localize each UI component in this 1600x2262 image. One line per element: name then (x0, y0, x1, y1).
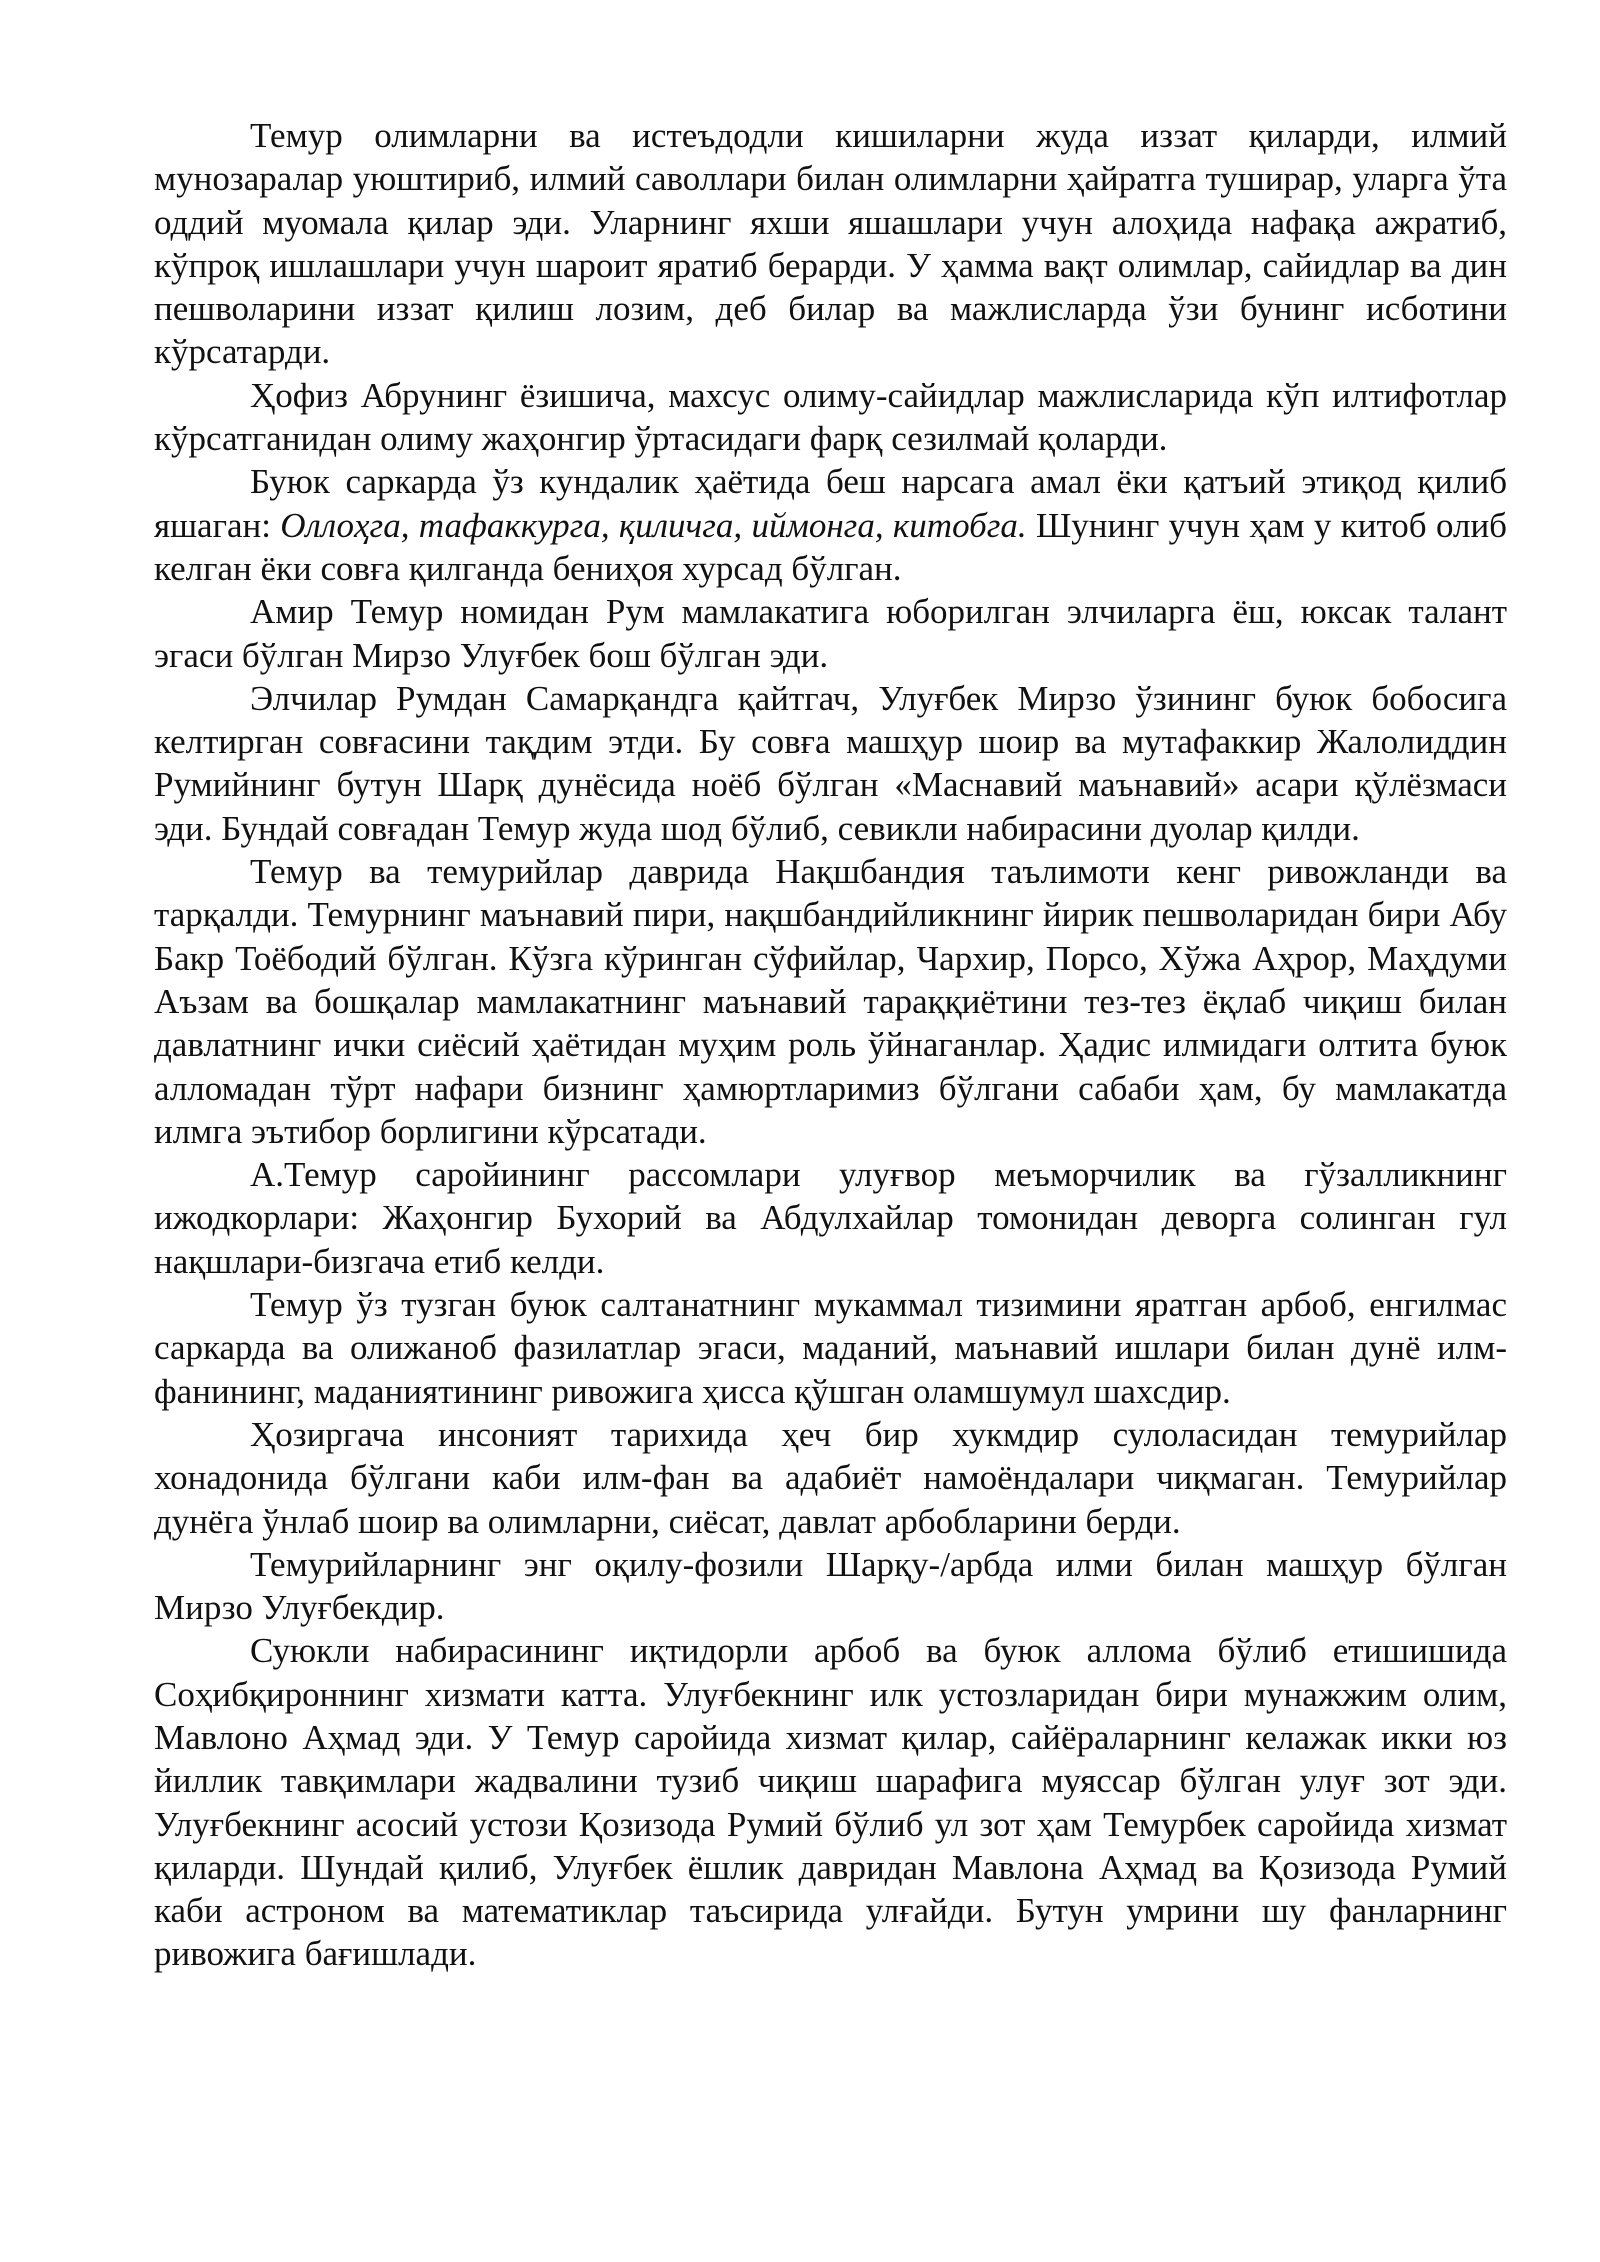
paragraph-naqshbandi (154, 850, 1507, 1153)
paragraph-timur-legacy (154, 1283, 1507, 1413)
paragraph-timur-scholars (154, 114, 1507, 374)
paragraph-text-after-emphasis: Шунинг учун ҳам у китоб олиб келган ёки совға қилганда бениҳоя хурсад бўлган. (154, 505, 1507, 588)
paragraph-text: Элчилар Румдан Самарқандга қайтгач, Улуғбек Мирзо ўзининг буюк бобосига келтирган совғасини тақдим этди. Бу совға машҳур шоир ва мутафаккир Жалолиддин Румийнинг бутун Шарқ дунёсида ноёб бўлган «Маснавий маънавий» асари қўлёзмаси эди. Бундай совғадан Темур жуда шод бўлиб, севикли набирасини дуолар қилди. (154, 678, 1507, 848)
paragraph-text: Темур ва темурийлар даврида Нақшбандия таълимоти кенг ривожланди ва тарқалди. Темурнинг маънавий пири, нақшбандийликнинг йирик пешволаридан бири Абу Бакр Тоёбодий бўлган. Кўзга кўринган сўфийлар, Чархир, Порсо, Хўжа Аҳрор, Маҳдуми Аъзам ва бошқалар мамлакатнинг маънавий тараққиётини тез-тез ёқлаб чиқиш билан давлатнинг ички сиёсий ҳаётидан муҳим роль ўйнаганлар. Ҳадис илмидаги олтита буюк алломадан тўрт нафари бизнинг ҳамюртларимиз бўлгани сабаби ҳам, бу мамлакатда илмга эътибор борлигини кўрсатади. (154, 852, 1507, 1151)
paragraph-text: Суюкли набирасининг иқтидорли арбоб ва буюк аллома бўлиб етишишида Соҳибқироннинг хизмати катта. Улуғбекнинг илк устозларидан бири мунажжим олим, Мавлоно Аҳмад эди. У Темур саройида хизмат қилар, сайёраларнинг келажак икки юз йиллик тавқимлари жадвалини тузиб чиқиш шарафига муяссар бўлган улуғ зот эди. Улуғбекнинг асосий устози Қозизода Румий бўлиб ул зот ҳам Темурбек саройида хизмат қиларди. Шундай қилиб, Улуғбек ёшлик давридан Мавлона Аҳмад ва Қозизода Румий каби астроном ва математиклар таъсирида улғайди. Бутун умрини шу фанларнинг ривожига бағишлади. (154, 1631, 1507, 1974)
paragraph-text-before-emphasis: Буюк саркарда ўз кундалик ҳаётида беш нарсага амал ёки қатъий этиқод қилиб яшаган: (154, 462, 1507, 545)
paragraph-text: Темур олимларни ва истеъдодли кишиларни жуда иззат қиларди, илмий мунозаралар уюштириб, илмий саволлари билан олимларни ҳайратга туширар, уларга ўта оддий муомала қилар эди. Уларнинг яхши яшашлари учун алоҳида нафақа ажратиб, кўпроқ ишлашлари учун шароит яратиб берарди. У ҳамма вақт олимлар, сайидлар ва дин пешволарини иззат қилиш лозим, деб билар ва мажлисларда ўзи бунинг исботини кўрсатарди. (154, 116, 1507, 372)
paragraph-text: Амир Темур номидан Рум мамлакатига юборилган элчиларга ёш, юксак талант эгаси бўлган Мирзо Улуғбек бош бўлган эди. (154, 592, 1507, 675)
paragraph-text: Темурийларнинг энг оқилу-фозили Шарқу-/арбда илми билан машҳур бўлган Мирзо Улуғбекдир. (154, 1544, 1507, 1628)
paragraph-text: Ҳофиз Абрунинг ёзишича, махсус олиму-сайидлар мажлисларида кўп илтифотлар кўрсатганидан олиму жаҳонгир ўртасидаги фарқ сезилмай қоларди. (154, 375, 1507, 459)
paragraph-rum-envoys (154, 590, 1507, 677)
paragraph-timurid-dynasty (154, 1413, 1507, 1543)
italic-five-principles: Оллоҳга, тафаккурга, қиличга, иймонга, китобга. (280, 505, 1027, 545)
paragraph-text: А.Темур саройининг рассомлари улуғвор меъморчилик ва гўзалликнинг ижодкорлари: Жаҳонгир Бухорий ва Абдулхайлар томонидан деворга солинган гул нақшлари-бизгача етиб келди. (154, 1155, 1507, 1281)
paragraph-ulugbek-intro (154, 1543, 1507, 1630)
paragraph-five-principles (154, 460, 1507, 590)
paragraph-ulugbek-teachers (154, 1629, 1507, 1975)
paragraph-court-artists (154, 1153, 1507, 1283)
paragraph-text: Ҳозиргача инсоният тарихида ҳеч бир хукмдир сулоласидан темурийлар хонадонида бўлгани каби илм-фан ва адабиёт намоёндалари чиқмаган. Темурийлар дунёга ўнлаб шоир ва олимларни, сиёсат, давлат арбобларини берди. (154, 1414, 1507, 1541)
paragraph-hafiz-abru (154, 374, 1507, 461)
paragraph-masnavi-gift (154, 677, 1507, 850)
paragraph-text: Темур ўз тузган буюк салтанатнинг мукаммал тизимини яратган арбоб, енгилмас саркарда ва олижаноб фазилатлар эгаси, маданий, маънавий ишлари билан дунё илм-фанининг, маданиятининг ривожига ҳисса қўшган оламшумул шахсдир. (154, 1285, 1507, 1411)
document-body (154, 114, 1507, 1976)
